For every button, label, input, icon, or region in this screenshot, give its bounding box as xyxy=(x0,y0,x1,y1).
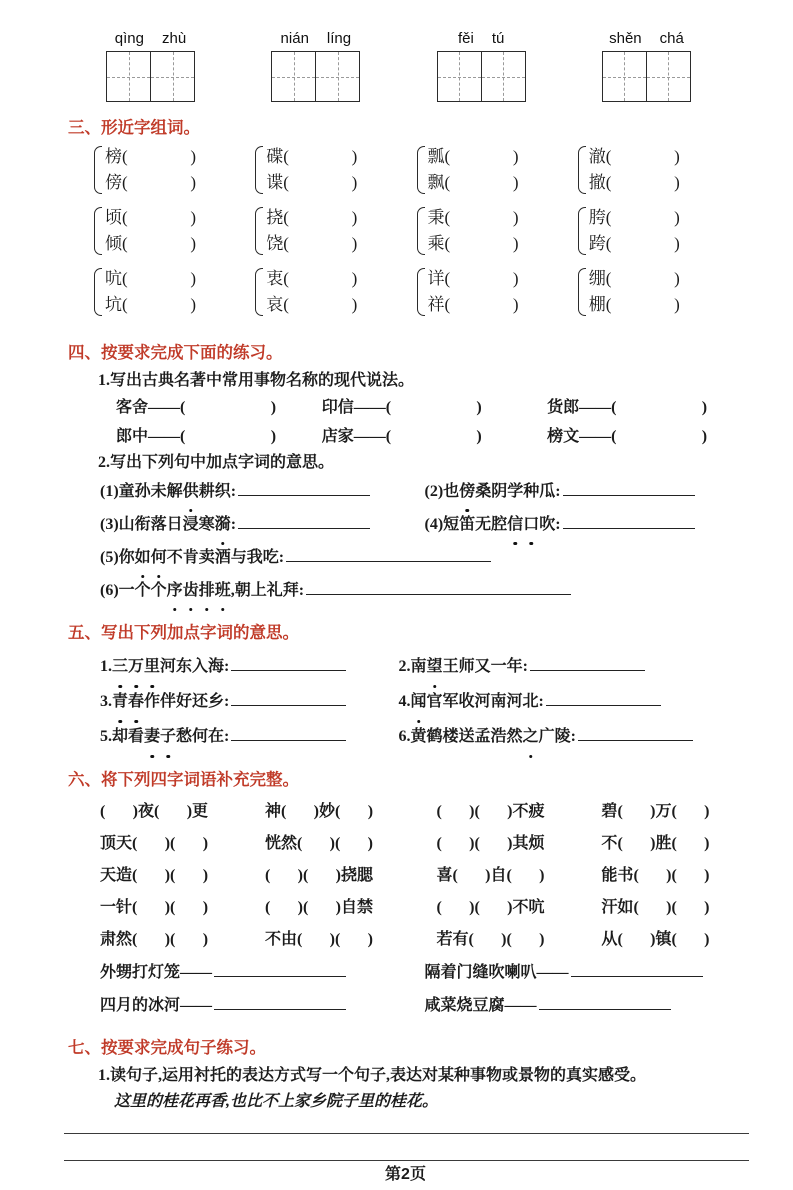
answer-blank xyxy=(231,692,346,706)
section3-heading: 三、形近字组词。 xyxy=(68,119,200,137)
sentence-item xyxy=(425,508,750,541)
answer-paren-blank xyxy=(122,292,196,318)
emphasized-char: 三 xyxy=(112,649,128,684)
answer-paren-blank xyxy=(606,266,680,292)
idiom-item: 能书( )( ) xyxy=(601,860,747,892)
section3-pairs xyxy=(94,144,739,327)
pair-char: 榜 xyxy=(105,147,122,166)
xiehouyu-text: 咸菜烧豆腐—— xyxy=(424,997,537,1014)
char-pair xyxy=(94,205,255,257)
writing-cell xyxy=(438,52,481,101)
pair-row xyxy=(94,266,739,318)
answer-paren-blank xyxy=(436,796,474,828)
sentence-text: (5)你如何不肯卖酒与我吃: xyxy=(100,549,284,566)
sentence-text: (6)一个个序齿排班,朝上礼拜: xyxy=(100,582,304,599)
answer-paren-blank xyxy=(335,796,373,828)
char-pair xyxy=(578,205,739,257)
section5-items xyxy=(100,649,749,754)
poem-line: 2.南望王师又一年: xyxy=(399,658,528,675)
pair-char: 顷 xyxy=(105,208,122,227)
emphasized-char: 里 xyxy=(144,649,160,684)
emphasized-char: 子 xyxy=(160,719,176,754)
pinyin-syllable: chá xyxy=(659,30,684,47)
answer-paren-blank xyxy=(297,828,335,860)
pinyin-label xyxy=(281,30,352,47)
emphasized-char: 信 xyxy=(507,508,523,541)
answer-paren-blank xyxy=(283,231,357,257)
answer-paren-blank xyxy=(436,828,474,860)
idiom-item: 喜 ( ) 自 ( ) xyxy=(436,860,601,892)
answer-paren-blank xyxy=(335,828,373,860)
section5-heading: 五、写出下列加点字词的意思。 xyxy=(68,624,299,642)
emphasized-char: 漪 xyxy=(215,508,231,541)
pair-char: 绷 xyxy=(588,269,606,288)
sentence-text: (4)短笛无腔信口吹: xyxy=(425,516,561,533)
pair-char: 撤 xyxy=(588,173,606,192)
idiom-row xyxy=(100,924,747,956)
answer-paren-blank xyxy=(297,924,335,956)
sentence-item xyxy=(100,574,749,607)
answer-paren-blank xyxy=(611,422,707,451)
xiehouyu-text: 隔着门缝吹喇叭—— xyxy=(424,964,569,981)
pinyin-writing-section xyxy=(106,30,691,102)
idiom-item: ( )夜 ( ) 更 xyxy=(100,796,265,828)
emphasized-char: 妻 xyxy=(144,719,160,754)
answer-paren-blank xyxy=(100,796,138,828)
brace-icon xyxy=(417,207,425,255)
char-pair xyxy=(94,144,255,196)
writing-grid xyxy=(106,51,195,102)
pair-char: 详 xyxy=(427,269,445,288)
old-term: 客舍 xyxy=(116,399,149,416)
answer-blank xyxy=(231,657,346,671)
emphasized-char: 序 xyxy=(167,574,183,607)
answer-paren-blank xyxy=(283,266,357,292)
answer-paren-blank xyxy=(283,292,357,318)
section7-heading: 七、按要求完成句子练习。 xyxy=(68,1039,266,1057)
pair-char: 祥 xyxy=(427,295,445,314)
answer-paren-blank xyxy=(170,860,208,892)
old-term: 货郎 xyxy=(547,399,580,416)
brace-icon xyxy=(94,146,102,194)
answer-paren-blank xyxy=(445,292,519,318)
answer-paren-blank xyxy=(335,924,373,956)
answer-paren-blank xyxy=(633,892,671,924)
answer-paren-blank xyxy=(303,892,341,924)
answer-paren-blank xyxy=(506,860,544,892)
pinyin-group-feitu xyxy=(437,30,526,102)
writing-cell xyxy=(315,52,359,101)
idiom-item: 汗如( )( ) xyxy=(601,892,747,924)
sentence-item xyxy=(425,475,750,508)
answer-paren-blank xyxy=(617,924,655,956)
answer-blank xyxy=(563,515,695,529)
answer-paren-blank xyxy=(445,205,519,231)
sentence-item xyxy=(100,508,425,541)
pair-char: 衷 xyxy=(266,269,284,288)
answer-paren-blank xyxy=(606,205,680,231)
idiom-item: ( ) ( ) 自禁 xyxy=(265,892,436,924)
writing-grid xyxy=(271,51,360,102)
idiom-item: 不 ( ) 胜( ) xyxy=(601,828,747,860)
emphasized-char: 齿 xyxy=(183,574,199,607)
brace-icon xyxy=(417,268,425,316)
char-pair xyxy=(255,205,416,257)
section4-q2-prompt: 2.写出下列句中加点字词的意思。 xyxy=(98,454,335,471)
brace-icon xyxy=(417,146,425,194)
xiehouyu-item xyxy=(425,956,750,989)
old-term: 印信 xyxy=(321,399,354,416)
dash: —— xyxy=(148,399,181,416)
pair-row xyxy=(94,205,739,257)
page-number: 第2页 xyxy=(385,1166,426,1183)
answer-paren-blank xyxy=(265,892,303,924)
answer-paren-blank xyxy=(283,144,357,170)
answer-paren-blank xyxy=(445,231,519,257)
sentence-item xyxy=(100,541,749,574)
char-pair xyxy=(417,205,578,257)
answer-blank xyxy=(539,996,671,1010)
idiom-item: 若有 ( ) ( ) xyxy=(436,924,601,956)
section4-q2-items xyxy=(100,475,749,541)
answer-paren-blank xyxy=(180,393,276,422)
poem-line: 4.闻官军收河南河北: xyxy=(399,693,544,710)
idiom-row xyxy=(100,796,747,828)
xiehouyu-items xyxy=(100,956,749,1022)
dash: —— xyxy=(353,399,386,416)
char-pair xyxy=(578,144,739,196)
poem-line: 3.青春作伴好还乡: xyxy=(100,693,229,710)
emphasized-char: 供 xyxy=(183,475,199,508)
sentence-text: (3)山衔落日浸寒漪: xyxy=(100,516,236,533)
poem-line: 6.黄鹤楼送孟浩然之广陵: xyxy=(399,728,576,745)
idiom-item: ( ) ( ) 挠腮 xyxy=(265,860,436,892)
pinyin-syllable: líng xyxy=(326,30,352,47)
emphasized-char: 何 xyxy=(151,541,167,574)
pinyin-group-shencha xyxy=(602,30,691,102)
answer-blank xyxy=(238,515,370,529)
answer-blank xyxy=(563,482,695,496)
old-term: 郎中 xyxy=(116,428,149,445)
answer-paren-blank xyxy=(617,796,655,828)
answer-paren-blank xyxy=(506,924,544,956)
emphasized-char: 万 xyxy=(128,649,144,684)
poem-line-item xyxy=(100,684,399,719)
pair-char: 倾 xyxy=(105,234,122,253)
answer-paren-blank xyxy=(283,170,357,196)
pinyin-label xyxy=(115,30,186,47)
section4-q1-items xyxy=(116,393,743,451)
answer-paren-blank xyxy=(671,892,709,924)
old-term-item xyxy=(322,422,547,451)
xiehouyu-text: 外甥打灯笼—— xyxy=(100,964,213,981)
answer-paren-blank xyxy=(132,828,170,860)
answer-paren-blank xyxy=(474,796,512,828)
brace-icon xyxy=(578,207,586,255)
emphasized-char: 青 xyxy=(112,684,128,719)
emphasized-char: 之 xyxy=(523,719,539,754)
xiehouyu-item xyxy=(100,956,425,989)
emphasized-char: 闻 xyxy=(411,684,427,719)
answer-paren-blank xyxy=(633,860,671,892)
xiehouyu-item xyxy=(425,989,750,1022)
answer-paren-blank xyxy=(170,828,208,860)
writing-cell xyxy=(603,52,646,101)
answer-paren-blank xyxy=(132,860,170,892)
answer-blank xyxy=(546,692,661,706)
old-term-item xyxy=(547,393,743,422)
answer-blank xyxy=(578,727,693,741)
answer-paren-blank xyxy=(281,796,319,828)
poem-line-item xyxy=(399,649,749,684)
writing-cell xyxy=(107,52,150,101)
answer-paren-blank xyxy=(671,828,709,860)
pinyin-label xyxy=(458,30,504,47)
answer-paren-blank xyxy=(386,422,482,451)
char-pair xyxy=(255,144,416,196)
pair-char: 飘 xyxy=(427,173,445,192)
answer-paren-blank xyxy=(474,892,512,924)
pair-char: 秉 xyxy=(427,208,445,227)
dash: —— xyxy=(148,428,181,445)
idiom-item: 神 ( ) 妙 ( ) xyxy=(265,796,436,828)
pinyin-syllable: zhù xyxy=(162,30,187,47)
answer-paren-blank xyxy=(445,144,519,170)
idiom-item: 不由 ( ) ( ) xyxy=(265,924,436,956)
pair-char: 棚 xyxy=(588,295,606,314)
writing-grid xyxy=(437,51,526,102)
idiom-item: 一针 ( ) ( ) xyxy=(100,892,265,924)
brace-icon xyxy=(94,207,102,255)
answer-paren-blank xyxy=(122,144,196,170)
section6-heading: 六、将下列四字词语补充完整。 xyxy=(68,771,299,789)
idiom-item: 天造 ( ) ( ) xyxy=(100,860,265,892)
answer-paren-blank xyxy=(671,796,709,828)
answer-blank xyxy=(571,963,703,977)
answer-blank xyxy=(238,482,370,496)
answer-paren-blank xyxy=(170,892,208,924)
brace-icon xyxy=(255,207,263,255)
poem-line-item xyxy=(399,719,749,754)
idiom-item: ( ) ( ) 其烦 xyxy=(436,828,601,860)
pair-char: 挠 xyxy=(266,208,284,227)
example-sentence: 这里的桂花再香,也比不上家乡院子里的桂花。 xyxy=(114,1093,439,1110)
xiehouyu-item xyxy=(100,989,425,1022)
emphasized-char: 如 xyxy=(135,541,151,574)
pair-row xyxy=(94,144,739,196)
brace-icon xyxy=(578,268,586,316)
poem-line: 1.三万里河东入海: xyxy=(100,658,229,675)
dash: —— xyxy=(579,428,612,445)
answer-paren-blank xyxy=(122,266,196,292)
pinyin-label xyxy=(609,30,684,47)
answer-paren-blank xyxy=(122,205,196,231)
char-pair xyxy=(417,144,578,196)
answer-paren-blank xyxy=(386,393,482,422)
answer-paren-blank xyxy=(606,144,680,170)
writing-grid xyxy=(602,51,691,102)
answer-paren-blank xyxy=(436,892,474,924)
pair-char: 澈 xyxy=(588,147,606,166)
answer-paren-blank xyxy=(303,860,341,892)
old-term-item xyxy=(322,393,547,422)
answer-paren-blank xyxy=(452,860,490,892)
char-pair xyxy=(417,266,578,318)
pair-char: 碟 xyxy=(266,147,284,166)
pinyin-syllable: fěi xyxy=(457,30,474,47)
pair-char: 乘 xyxy=(427,234,445,253)
pair-char: 饶 xyxy=(266,234,284,253)
idiom-row xyxy=(100,892,747,924)
writing-cell xyxy=(646,52,690,101)
answer-paren-blank xyxy=(132,892,170,924)
brace-icon xyxy=(578,146,586,194)
emphasized-char: 口 xyxy=(523,508,539,541)
idiom-row xyxy=(100,860,747,892)
answer-paren-blank xyxy=(180,422,276,451)
answer-paren-blank xyxy=(606,292,680,318)
poem-line-item xyxy=(100,649,399,684)
idiom-item: ( ) ( ) 不疲 xyxy=(436,796,601,828)
answer-paren-blank xyxy=(671,860,709,892)
section4-heading: 四、按要求完成下面的练习。 xyxy=(68,344,283,362)
idiom-row xyxy=(100,828,747,860)
pinyin-syllable: nián xyxy=(280,30,309,47)
answer-paren-blank xyxy=(606,231,680,257)
dash: —— xyxy=(579,399,612,416)
char-pair xyxy=(255,266,416,318)
poem-line-item xyxy=(100,719,399,754)
sentence-text: (2)也傍桑阴学种瓜: xyxy=(425,483,561,500)
old-term-item xyxy=(116,422,322,451)
section4-q1-prompt: 1.写出古典名著中常用事物名称的现代说法。 xyxy=(98,372,415,389)
old-term-item xyxy=(547,422,743,451)
answer-blank xyxy=(306,581,571,595)
answer-line xyxy=(64,1133,749,1134)
answer-paren-blank xyxy=(122,231,196,257)
emphasized-char: 傍 xyxy=(459,475,475,508)
writing-cell xyxy=(481,52,525,101)
poem-line-item xyxy=(399,684,749,719)
idiom-item: 恍然 ( ) ( ) xyxy=(265,828,436,860)
answer-paren-blank xyxy=(132,924,170,956)
answer-paren-blank xyxy=(170,924,208,956)
sentence-text: (1)童孙未解供耕织: xyxy=(100,483,236,500)
pair-char: 瓢 xyxy=(427,147,445,166)
xiehouyu-text: 四月的冰河—— xyxy=(100,997,213,1014)
answer-blank xyxy=(214,963,346,977)
old-term: 榜文 xyxy=(547,428,580,445)
idiom-item: 肃然 ( ) ( ) xyxy=(100,924,265,956)
answer-blank xyxy=(231,727,346,741)
answer-paren-blank xyxy=(474,828,512,860)
answer-paren-blank xyxy=(617,828,655,860)
pinyin-group-nianling xyxy=(271,30,360,102)
answer-paren-blank xyxy=(283,205,357,231)
idiom-item: 碧 ( ) 万( ) xyxy=(601,796,747,828)
writing-cell xyxy=(272,52,315,101)
idiom-item: ( ) ( ) 不吭 xyxy=(436,892,601,924)
pair-char: 吭 xyxy=(105,269,122,288)
answer-blank xyxy=(530,657,645,671)
char-pair xyxy=(94,266,255,318)
brace-icon xyxy=(255,146,263,194)
pinyin-syllable: shěn xyxy=(609,30,642,47)
old-term: 店家 xyxy=(321,428,354,445)
answer-paren-blank xyxy=(154,796,192,828)
pair-char: 坑 xyxy=(105,295,122,314)
pair-char: 谍 xyxy=(266,173,284,192)
idiom-item: 顶天 ( ) ( ) xyxy=(100,828,265,860)
char-pair xyxy=(578,266,739,318)
answer-blank xyxy=(214,996,346,1010)
pinyin-syllable: tú xyxy=(491,30,505,47)
sentence-item xyxy=(100,475,425,508)
section7-prompt: 1.读句子,运用衬托的表达方式写一个句子,表达对某种事物或景物的真实感受。 xyxy=(98,1067,647,1084)
answer-paren-blank xyxy=(445,266,519,292)
pair-char: 傍 xyxy=(105,173,122,192)
answer-paren-blank xyxy=(468,924,506,956)
pair-char: 胯 xyxy=(588,208,606,227)
answer-paren-blank xyxy=(611,393,707,422)
dash: —— xyxy=(353,428,386,445)
answer-paren-blank xyxy=(671,924,709,956)
pair-char: 跨 xyxy=(588,234,606,253)
emphasized-char: 望 xyxy=(427,649,443,684)
pair-char: 哀 xyxy=(266,295,284,314)
answer-paren-blank xyxy=(265,860,303,892)
idiom-item: 从 ( ) 镇( ) xyxy=(601,924,747,956)
answer-paren-blank xyxy=(445,170,519,196)
brace-icon xyxy=(255,268,263,316)
old-term-item xyxy=(116,393,322,422)
answer-paren-blank xyxy=(122,170,196,196)
emphasized-char: 春 xyxy=(128,684,144,719)
pinyin-group-qingzhu xyxy=(106,30,195,102)
emphasized-char: 班 xyxy=(215,574,231,607)
writing-cell xyxy=(150,52,194,101)
section6-idioms xyxy=(100,796,747,956)
poem-line: 5.却看妻子愁何在: xyxy=(100,728,229,745)
brace-icon xyxy=(94,268,102,316)
emphasized-char: 排 xyxy=(199,574,215,607)
answer-paren-blank xyxy=(606,170,680,196)
pinyin-syllable: qìng xyxy=(114,30,144,47)
answer-blank xyxy=(286,548,491,562)
